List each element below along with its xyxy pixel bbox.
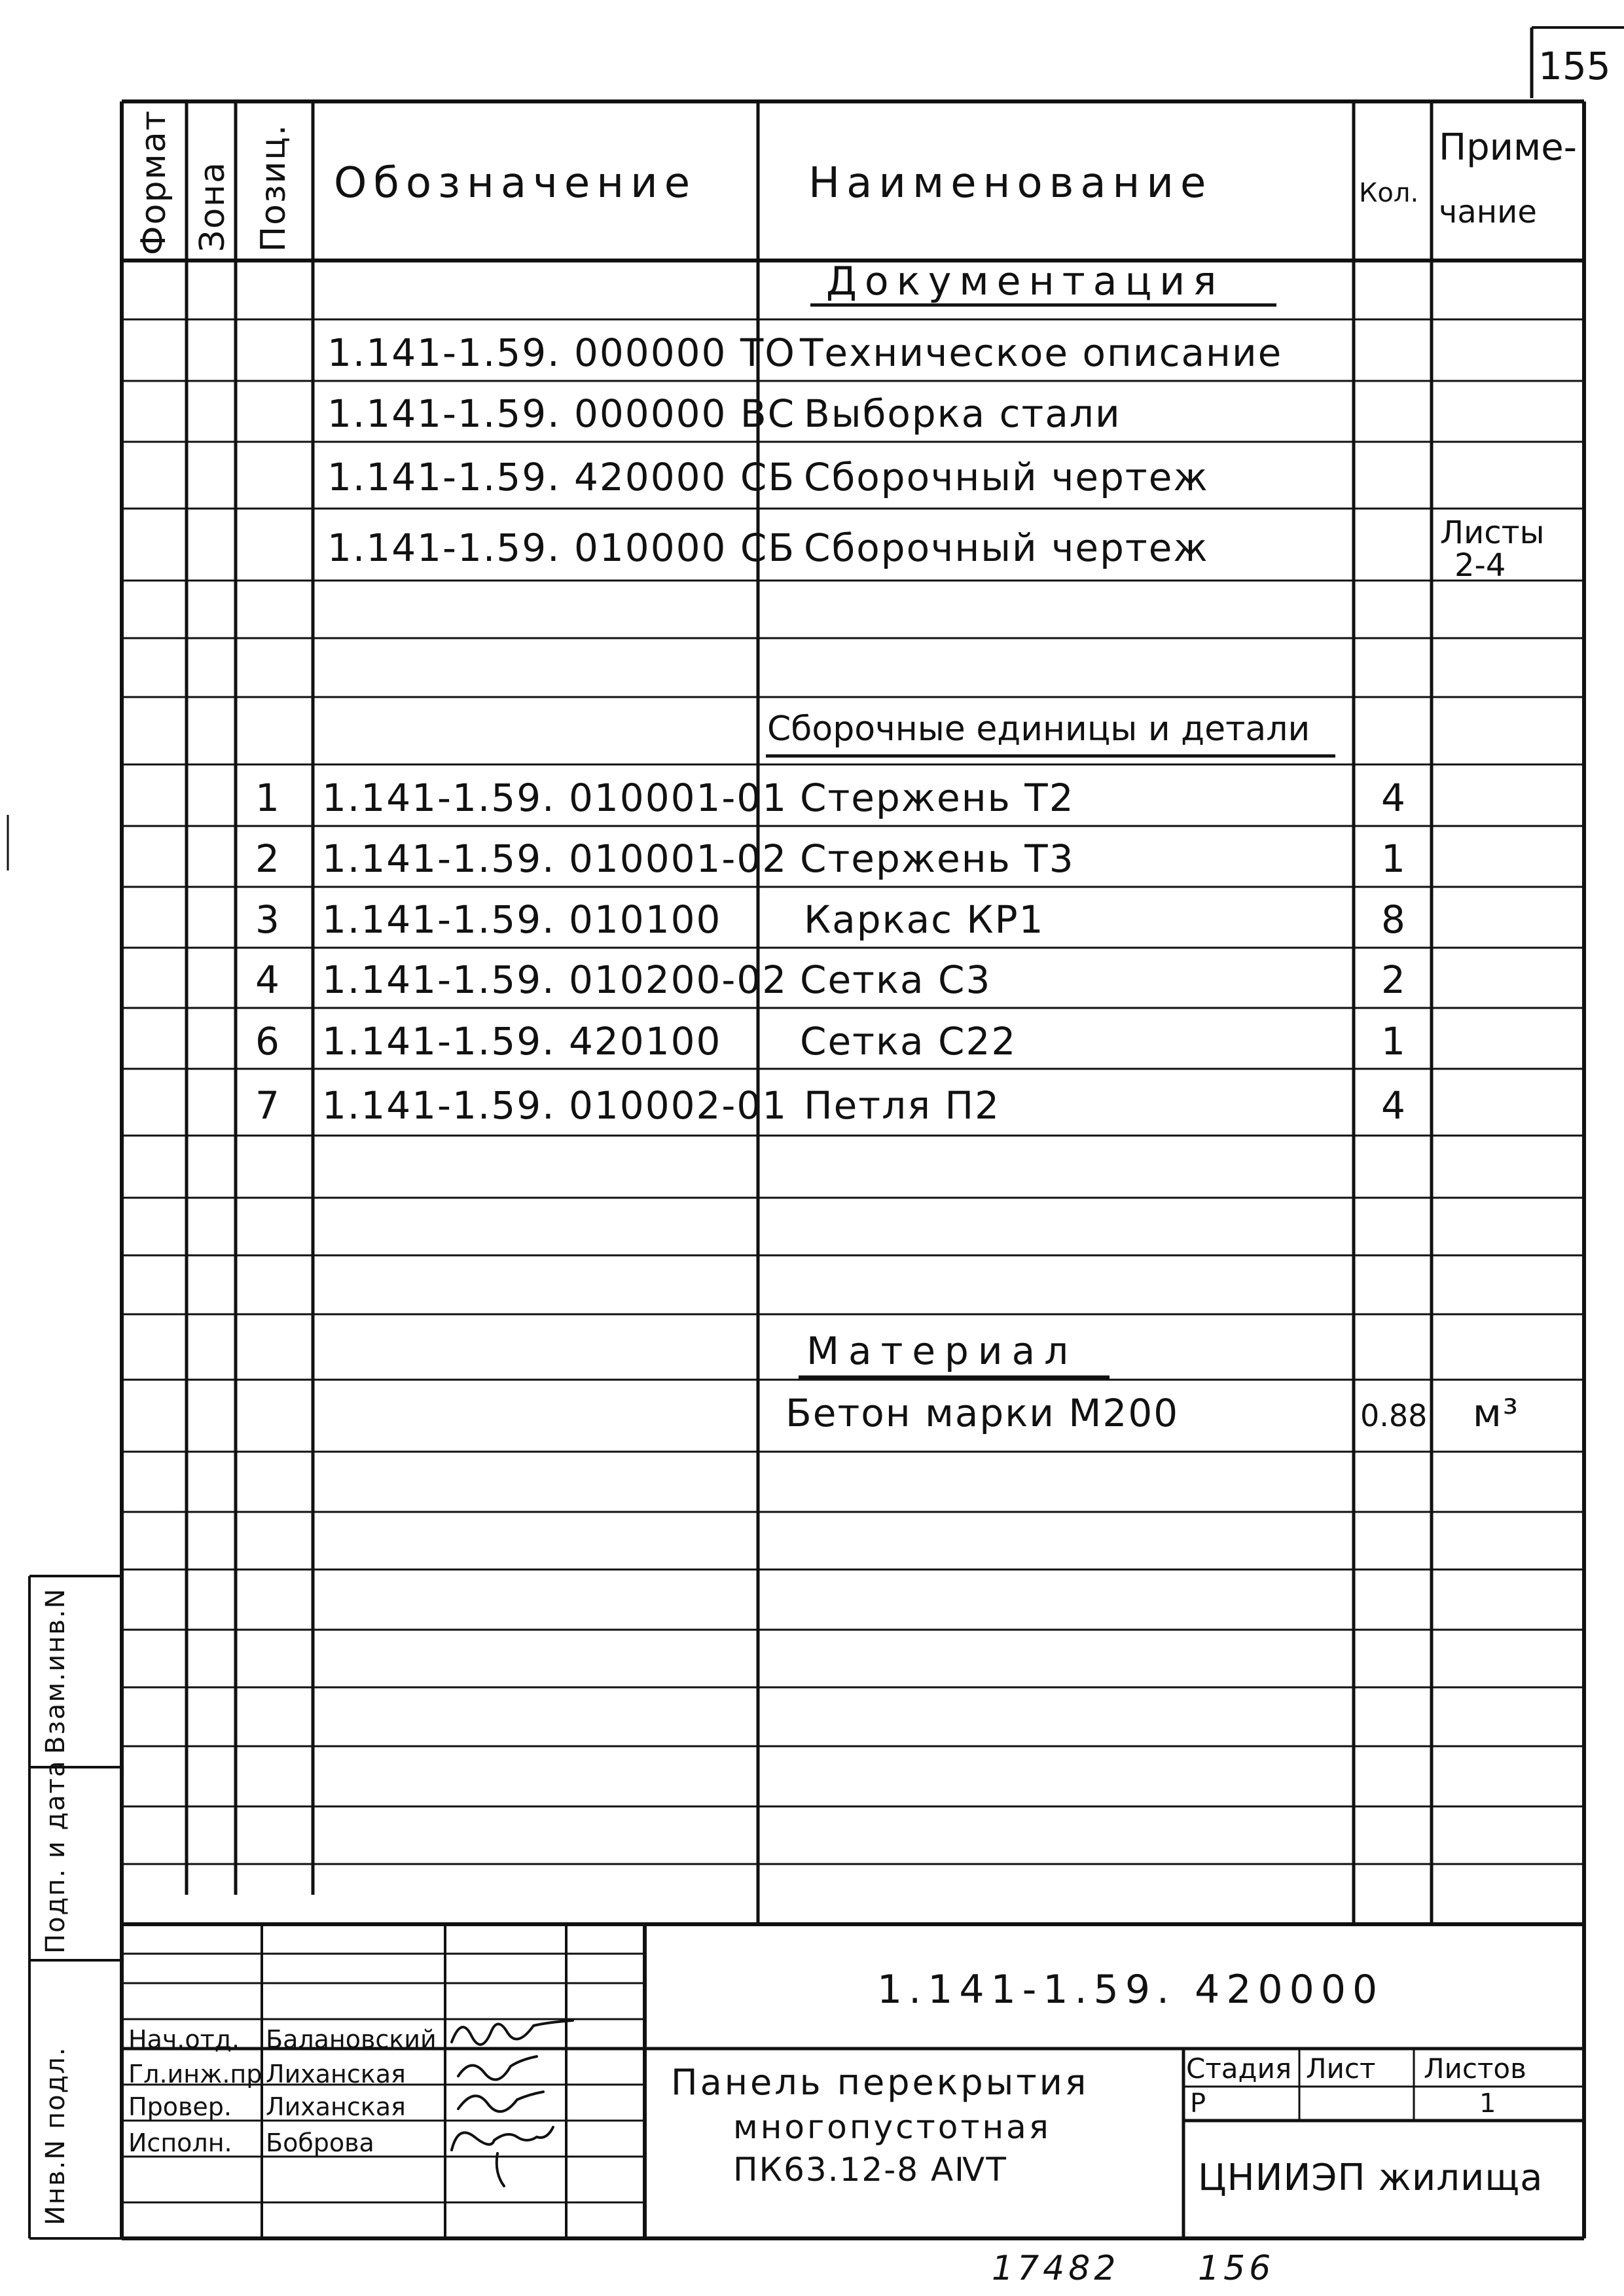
sheet-label: Лист (1306, 2053, 1376, 2085)
signer-role: Гл.инж.пр (128, 2060, 262, 2089)
side-label-vzam: Взам.инв.N (41, 1587, 71, 1754)
doc-designation: 1.141-1.59. 420000 СБ (327, 455, 796, 499)
section-documentation: Документация (826, 259, 1225, 304)
assembly-designation: 1.141-1.59. 420100 (322, 1019, 722, 1064)
assembly-name: Каркас КР1 (804, 897, 1045, 942)
assembly-qty: 1 (1381, 836, 1407, 881)
section-material: Материал (806, 1329, 1078, 1373)
material-name: Бетон марки М200 (785, 1391, 1180, 1435)
doc-name: Сборочный чертеж (804, 526, 1209, 570)
assembly-designation: 1.141-1.59. 010002-01 (322, 1083, 788, 1128)
assembly-pos: 2 (255, 836, 281, 881)
header-pos: Позиц. (254, 123, 293, 252)
assembly-designation: 1.141-1.59. 010001-02 (322, 836, 788, 881)
signer-name: Балановский (266, 2025, 437, 2054)
material-unit: м³ (1473, 1391, 1520, 1435)
assembly-name: Петля П2 (804, 1083, 1000, 1128)
assembly-name: Стержень Т2 (800, 776, 1075, 820)
assembly-qty: 4 (1381, 776, 1407, 820)
footer-number-right: 156 (1198, 2249, 1275, 2288)
assembly-name: Сетка С22 (800, 1019, 1017, 1064)
material-qty: 0.88 (1360, 1398, 1428, 1433)
assembly-designation: 1.141-1.59. 010200-02 (322, 958, 788, 1002)
side-label-podp: Подп. и дата (41, 1759, 71, 1954)
footer-number-left: 17482 (992, 2249, 1120, 2288)
assembly-qty: 1 (1381, 1019, 1407, 1064)
header-qty: Кол. (1359, 178, 1419, 208)
signer-role: Исполн. (128, 2128, 232, 2157)
doc-designation: 1.141-1.59. 000000 ТО (327, 331, 796, 375)
signer-role: Нач.отд. (128, 2025, 240, 2054)
header-designation: Обозначение (334, 159, 697, 207)
assembly-pos: 1 (255, 776, 281, 820)
doc-name: Техническое описание (800, 331, 1283, 375)
doc-note: Листы (1440, 514, 1545, 551)
sheets-label: Листов (1424, 2053, 1526, 2085)
assembly-pos: 6 (255, 1019, 281, 1064)
assembly-name: Стержень Т3 (800, 836, 1075, 881)
stage-value: Р (1190, 2089, 1206, 2119)
signer-name: Боброва (266, 2128, 374, 2157)
assembly-name: Сетка С3 (800, 958, 992, 1002)
header-note-1: Приме- (1439, 126, 1577, 169)
assembly-pos: 7 (255, 1083, 281, 1128)
header-zone: Зона (193, 160, 232, 252)
sheets-value: 1 (1479, 2089, 1496, 2119)
assembly-qty: 2 (1381, 958, 1407, 1002)
assembly-qty: 4 (1381, 1083, 1407, 1128)
side-label-inv: Инв.N подл. (41, 2046, 71, 2225)
title-line-1: Панель перекрытия (671, 2062, 1089, 2103)
assembly-pos: 3 (255, 897, 281, 942)
title-line-2: многопустотная (733, 2108, 1051, 2146)
doc-number: 1.141-1.59. 420000 (877, 1967, 1384, 2013)
doc-name: Выборка стали (804, 391, 1121, 436)
assembly-pos: 4 (255, 958, 281, 1002)
signer-name: Лиханская (266, 2060, 406, 2089)
doc-designation: 1.141-1.59. 010000 СБ (327, 526, 796, 570)
doc-name: Сборочный чертеж (804, 455, 1209, 499)
assembly-qty: 8 (1381, 897, 1407, 942)
header-note-2: чание (1439, 194, 1537, 230)
page-number: 155 (1538, 44, 1611, 88)
doc-note: 2-4 (1454, 547, 1506, 584)
title-line-3: ПК63.12-8 АⅣТ (733, 2151, 1007, 2189)
header-name: Наименование (808, 159, 1213, 207)
section-assembly: Сборочные единицы и детали (767, 709, 1310, 749)
stage-label: Стадия (1186, 2053, 1292, 2085)
doc-designation: 1.141-1.59. 000000 ВС (327, 391, 796, 436)
header-format: Формат (134, 109, 173, 255)
assembly-designation: 1.141-1.59. 010001-01 (322, 776, 788, 820)
signer-name: Лиханская (266, 2092, 406, 2121)
assembly-designation: 1.141-1.59. 010100 (322, 897, 722, 942)
organization: ЦНИИЭП жилища (1198, 2157, 1543, 2199)
signer-role: Провер. (128, 2092, 232, 2121)
